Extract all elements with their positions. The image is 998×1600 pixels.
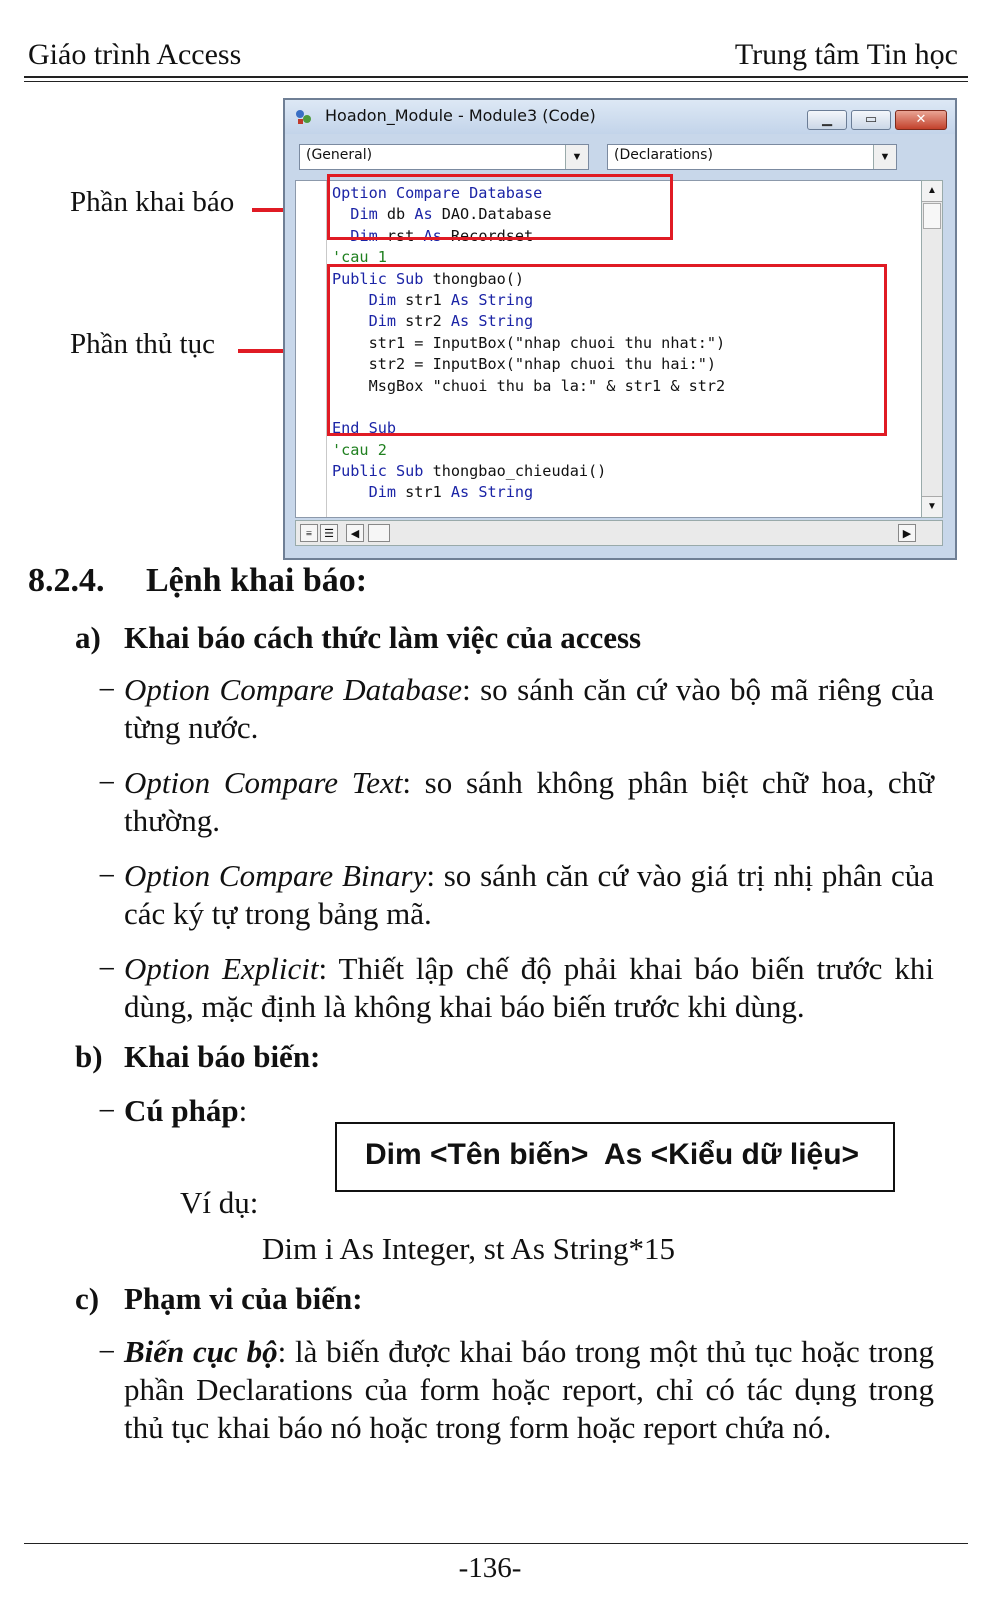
list-item bbox=[124, 764, 934, 840]
full-module-view-icon[interactable]: ☰ bbox=[320, 524, 338, 542]
subsection-b-label: b) bbox=[75, 1039, 103, 1074]
code-line[interactable] bbox=[332, 440, 725, 461]
subsection-c-title: Phạm vi của biến: bbox=[124, 1281, 363, 1316]
code-text: rst bbox=[377, 226, 424, 245]
maximize-icon: ▭ bbox=[864, 112, 878, 127]
bullet-dash: − bbox=[98, 765, 116, 800]
subsection-a-label: a) bbox=[75, 620, 101, 655]
procedure-combo[interactable] bbox=[607, 144, 897, 170]
code-keyword: Dim bbox=[368, 483, 397, 502]
bullet-dash: − bbox=[98, 672, 116, 707]
list-item bbox=[124, 1333, 934, 1447]
subsection-b-title: Khai báo biến: bbox=[124, 1039, 321, 1074]
window-title: Hoadon_Module - Module3 (Code) bbox=[325, 106, 596, 125]
scroll-right-icon[interactable]: ▶ bbox=[898, 524, 916, 542]
subsection-c-label: c) bbox=[75, 1281, 100, 1316]
maximize-button[interactable] bbox=[851, 110, 891, 130]
close-icon: ✕ bbox=[915, 112, 927, 127]
list-item bbox=[124, 857, 934, 933]
vertical-scrollbar[interactable] bbox=[921, 180, 943, 518]
procedure-view-icon[interactable]: ≡ bbox=[300, 524, 318, 542]
code-text: MsgBox "chuoi thu ba la:" & str1 & str2 bbox=[332, 376, 726, 395]
code-text: db bbox=[377, 205, 415, 224]
code-text: DAO.Database bbox=[432, 205, 552, 224]
option-term: Option Explicit bbox=[124, 951, 319, 986]
module-icon bbox=[295, 109, 313, 125]
bullet-dash: − bbox=[98, 1093, 116, 1128]
minimize-icon: ▁ bbox=[822, 112, 832, 127]
code-keyword: Public Sub bbox=[332, 269, 424, 288]
scroll-left-icon[interactable]: ◀ bbox=[346, 524, 364, 542]
syntax-label-colon: : bbox=[238, 1093, 248, 1128]
procedure-combo-value: (Declarations) bbox=[614, 147, 713, 163]
bullet-dash: − bbox=[98, 1334, 116, 1369]
code-keyword: Dim bbox=[350, 226, 378, 245]
code-keyword: Dim bbox=[350, 205, 378, 224]
code-comment: 'cau 2 bbox=[332, 440, 387, 459]
syntax-label bbox=[124, 1092, 247, 1130]
code-text bbox=[332, 483, 369, 501]
close-button[interactable] bbox=[895, 110, 947, 130]
chevron-down-icon[interactable]: ▼ bbox=[873, 145, 896, 169]
highlight-procedure bbox=[327, 264, 887, 436]
code-text: str1 bbox=[396, 483, 451, 502]
minimize-button[interactable] bbox=[807, 110, 847, 130]
list-item bbox=[124, 950, 934, 1026]
chevron-down-icon[interactable]: ▼ bbox=[565, 145, 588, 169]
code-keyword: As bbox=[414, 205, 433, 224]
option-desc: : Thiết lập chế độ phải khai báo biến trước khi dùng, mặc định là không khai báo biến trước khi dùng. bbox=[124, 951, 934, 1024]
code-line[interactable] bbox=[332, 482, 725, 503]
scroll-thumb[interactable] bbox=[923, 203, 941, 229]
footer-rule bbox=[24, 1543, 968, 1544]
option-desc: : so sánh không phân biệt chữ hoa, chữ thường. bbox=[124, 765, 934, 838]
option-desc: : so sánh căn cứ vào bộ mã riêng của từng nước. bbox=[124, 672, 934, 745]
code-text: thongbao_chieudai() bbox=[423, 462, 607, 481]
highlight-declarations bbox=[327, 174, 673, 240]
scope-term: Biến cục bộ bbox=[124, 1334, 278, 1369]
code-keyword: End Sub bbox=[332, 419, 397, 438]
code-keyword: As String bbox=[450, 483, 534, 502]
code-text: thongbao() bbox=[423, 269, 525, 288]
list-item bbox=[124, 671, 934, 747]
header-book-title: Giáo trình Access bbox=[28, 38, 242, 71]
callout-procedure-part: Phần thủ tục bbox=[70, 328, 215, 360]
code-keyword: As String bbox=[450, 290, 534, 309]
header-rule-thin bbox=[24, 81, 968, 82]
scroll-up-icon[interactable]: ▲ bbox=[922, 181, 942, 202]
code-text: str1 bbox=[396, 290, 451, 309]
example-code: Dim i As Integer, st As String*15 bbox=[262, 1231, 675, 1266]
section-title: Lệnh khai báo: bbox=[146, 562, 368, 599]
code-keyword: As String bbox=[450, 312, 534, 331]
code-margin bbox=[296, 181, 327, 517]
code-keyword: Dim bbox=[368, 290, 397, 309]
syntax-text: Dim <Tên biến> As <Kiểu dữ liệu> bbox=[365, 1138, 860, 1171]
bullet-dash: − bbox=[98, 858, 116, 893]
code-window bbox=[283, 98, 957, 560]
option-term: Option Compare Binary bbox=[124, 858, 427, 893]
subsection-a-title: Khai báo cách thức làm việc của access bbox=[124, 620, 642, 655]
callout-declaration-part: Phần khai báo bbox=[70, 186, 235, 218]
option-desc: : so sánh căn cứ vào giá trị nhị phân của các ký tự trong bảng mã. bbox=[124, 858, 934, 931]
horizontal-scrollbar[interactable] bbox=[295, 520, 943, 546]
code-comment: 'cau 1 bbox=[332, 248, 387, 267]
object-combo[interactable] bbox=[299, 144, 589, 170]
code-line[interactable] bbox=[332, 461, 725, 482]
page-number: -136- bbox=[458, 1552, 522, 1584]
option-term: Option Compare Database bbox=[124, 672, 463, 707]
code-text: Recordset bbox=[441, 226, 534, 245]
code-keyword: Public Sub bbox=[332, 462, 424, 481]
example-label: Ví dụ: bbox=[180, 1185, 259, 1220]
code-text: str2 bbox=[396, 312, 451, 331]
code-keyword: Option Compare Database bbox=[332, 184, 543, 202]
bullet-dash: − bbox=[98, 951, 116, 986]
section-number: 8.2.4. bbox=[28, 562, 105, 599]
header-center-name: Trung tâm Tin học bbox=[734, 38, 958, 71]
object-combo-value: (General) bbox=[306, 147, 373, 163]
scope-desc: : là biến được khai báo trong một thủ tục hoặc trong phần Declarations của form hoặc report, chỉ có tác dụng trong thủ tục khai báo nó hoặc trong form hoặc report chứa nó. bbox=[124, 1334, 934, 1445]
syntax-box bbox=[335, 1122, 895, 1192]
syntax-label-text: Cú pháp bbox=[124, 1093, 239, 1128]
scroll-down-icon[interactable]: ▼ bbox=[922, 496, 942, 517]
code-keyword: As bbox=[423, 226, 442, 245]
code-text: str1 = InputBox("nhap chuoi thu nhat:") bbox=[332, 333, 726, 352]
window-titlebar[interactable] bbox=[285, 100, 955, 134]
scroll-thumb-horizontal[interactable] bbox=[368, 524, 390, 542]
code-keyword: Dim bbox=[368, 312, 397, 331]
code-text: str2 = InputBox("nhap chuoi thu hai:") bbox=[332, 355, 717, 374]
option-term: Option Compare Text bbox=[124, 765, 403, 800]
header-rule bbox=[24, 76, 968, 78]
